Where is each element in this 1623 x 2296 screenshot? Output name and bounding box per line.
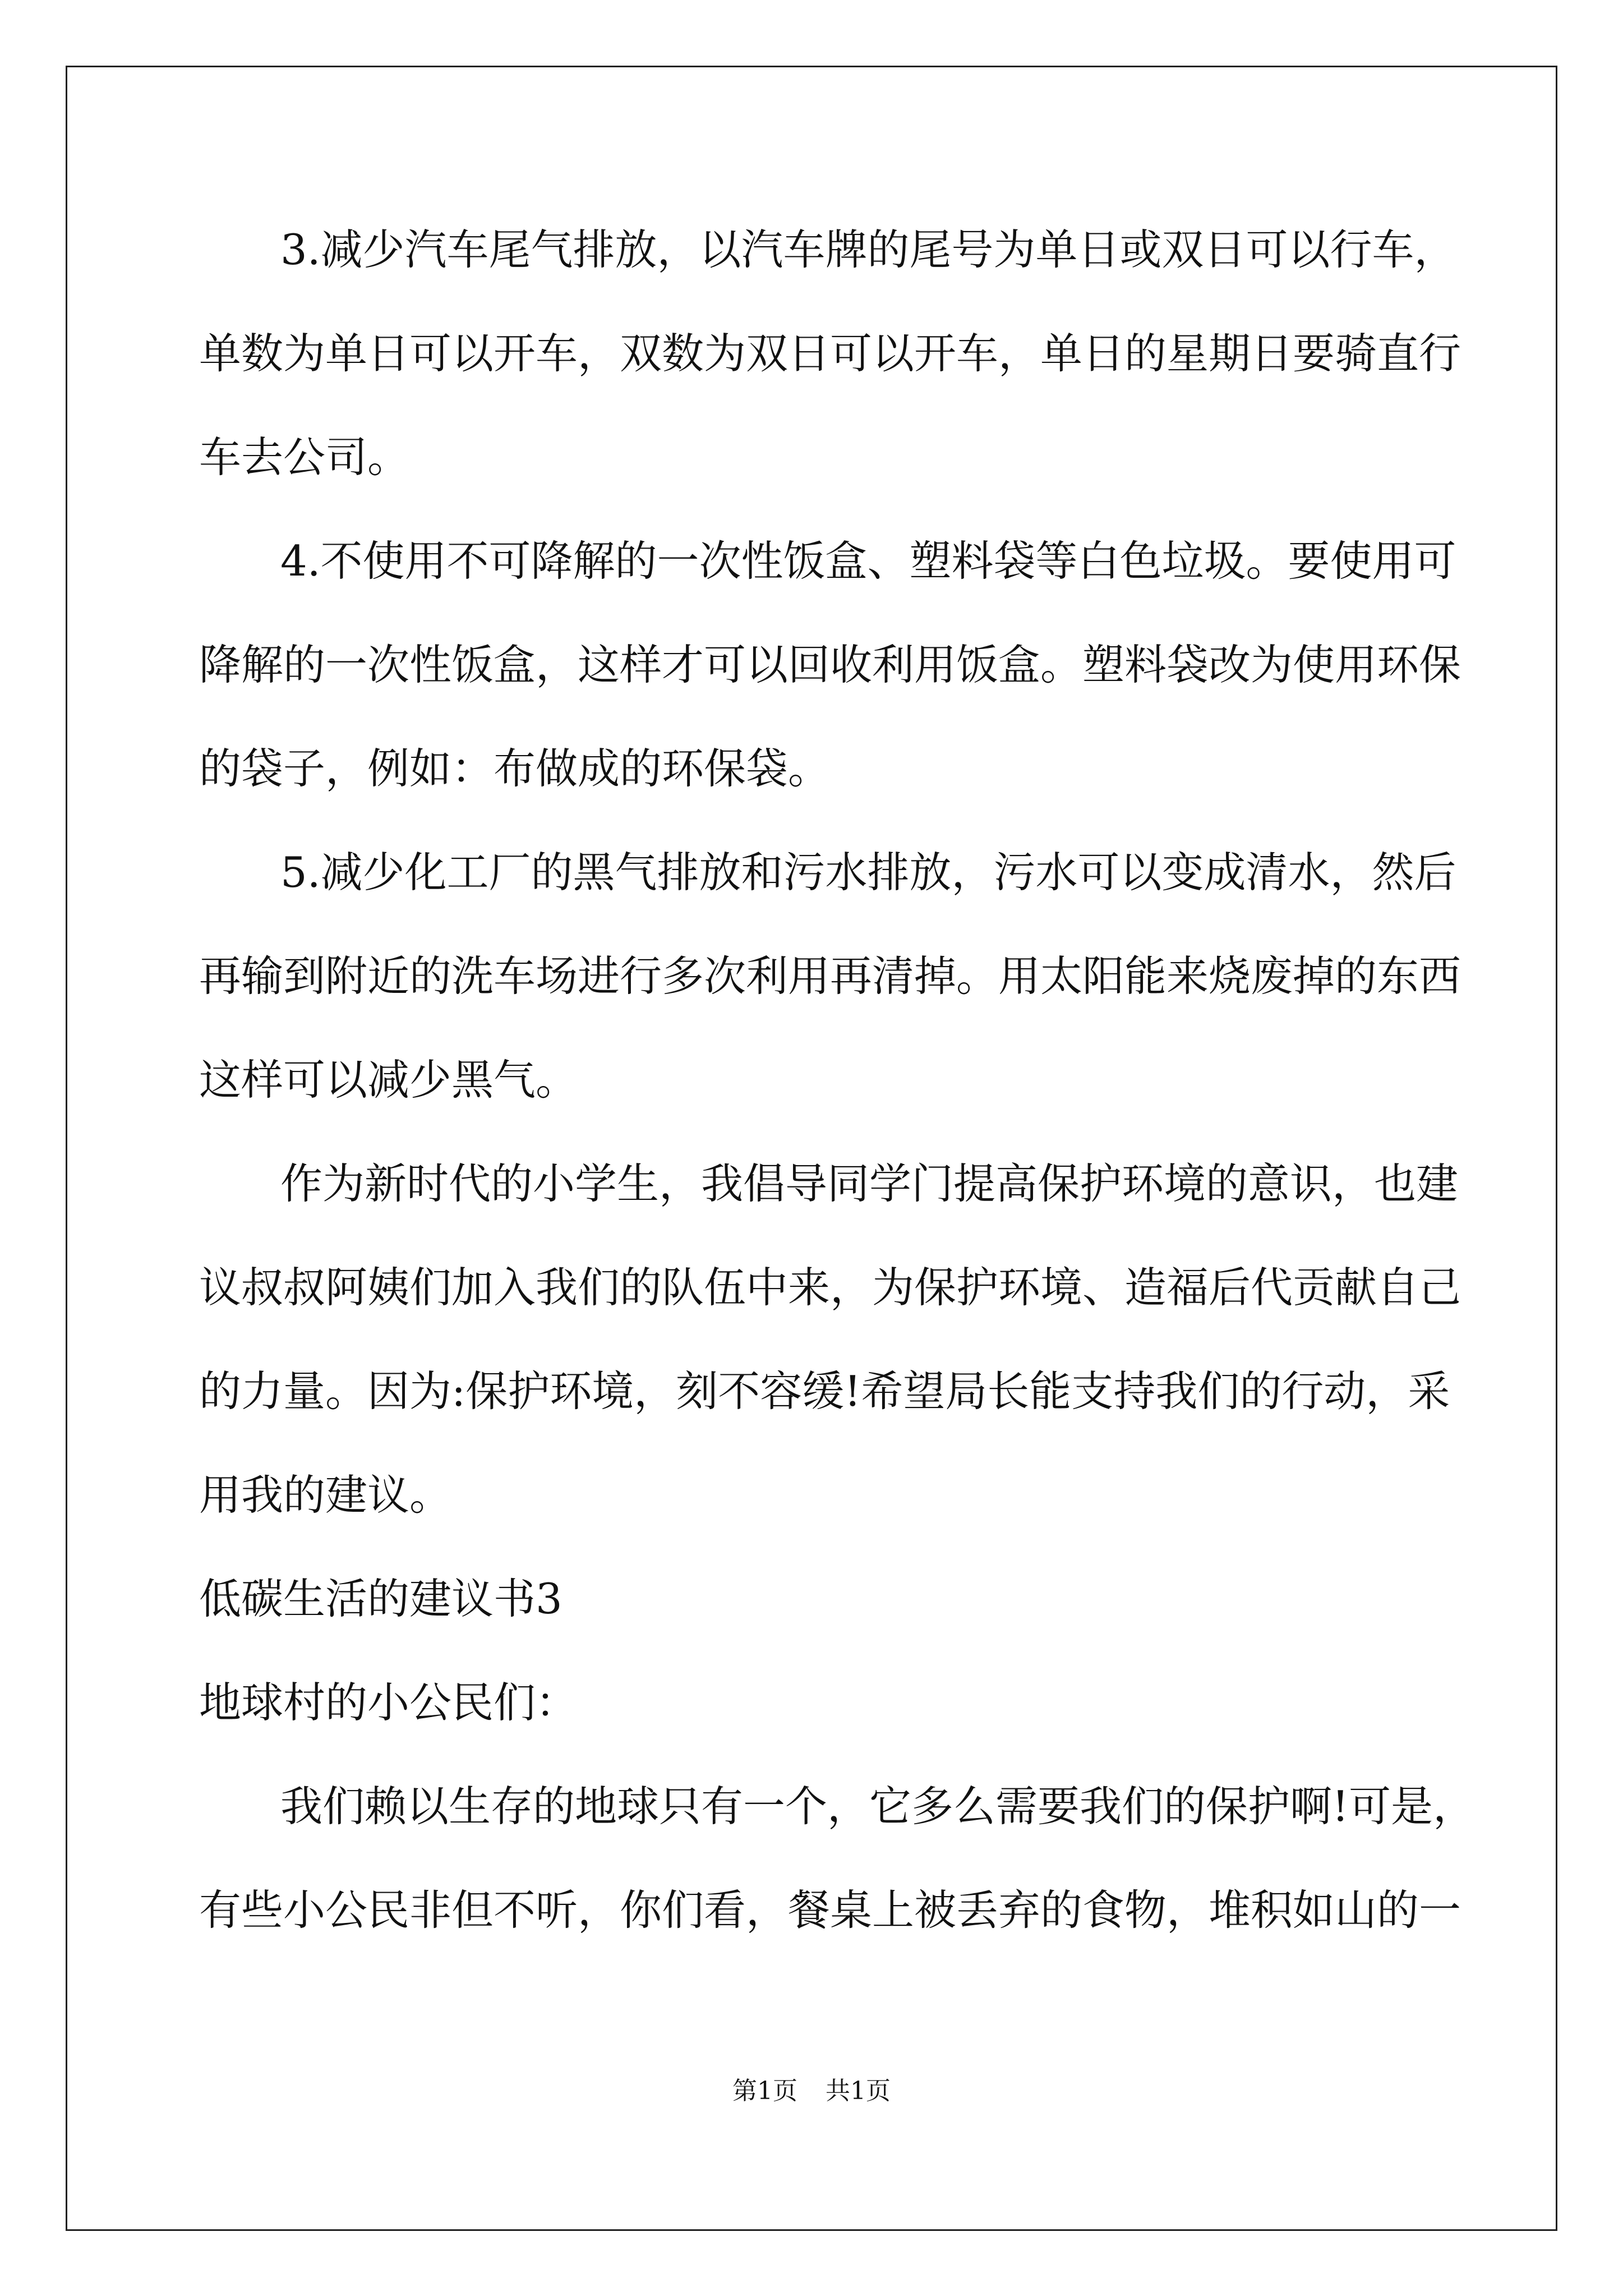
- body-line: 我们赖以生存的地球只有一个，它多么需要我们的保护啊!可是，: [280, 1782, 1476, 1831]
- page-total: 共1页: [826, 2077, 891, 2105]
- page-footer: [0, 2074, 1623, 2108]
- body-line: 用我的建议。: [199, 1470, 452, 1520]
- page-number: 第1页: [732, 2077, 797, 2105]
- body-line: 5.减少化工厂的黑气排放和污水排放，污水可以变成清水，然后: [280, 848, 1456, 897]
- body-line: 降解的一次性饭盒，这样才可以回收利用饭盒。塑料袋改为使用环保: [199, 640, 1461, 689]
- body-line: 议叔叔阿姨们加入我们的队伍中来，为保护环境、造福后代贡献自己: [199, 1263, 1461, 1312]
- body-line: 车去公司。: [199, 432, 410, 482]
- salutation: 地球村的小公民们：: [199, 1678, 578, 1727]
- body-line: 4.不使用不可降解的一次性饭盒、塑料袋等白色垃圾。要使用可: [280, 536, 1456, 586]
- body-line: 的力量。因为:保护环境，刻不容缓!希望局长能支持我们的行动，采: [199, 1366, 1450, 1416]
- body-line: 作为新时代的小学生，我倡导同学门提高保护环境的意识，也建: [280, 1159, 1459, 1208]
- body-line: 的袋子，例如：布做成的环保袋。: [199, 744, 831, 793]
- body-line: 单数为单日可以开车，双数为双日可以开车，单日的星期日要骑直行: [199, 329, 1461, 378]
- body-line: 再输到附近的洗车场进行多次利用再清掉。用太阳能来烧废掉的东西: [199, 951, 1461, 1001]
- section-heading: 低碳生活的建议书3: [199, 1574, 562, 1623]
- body-line: 有些小公民非但不听，你们看，餐桌上被丢弃的食物，堆积如山的一: [199, 1885, 1461, 1935]
- body-line: 这样可以减少黑气。: [199, 1055, 578, 1105]
- body-line: 3.减少汽车尾气排放，以汽车牌的尾号为单日或双日可以行车，: [280, 225, 1456, 274]
